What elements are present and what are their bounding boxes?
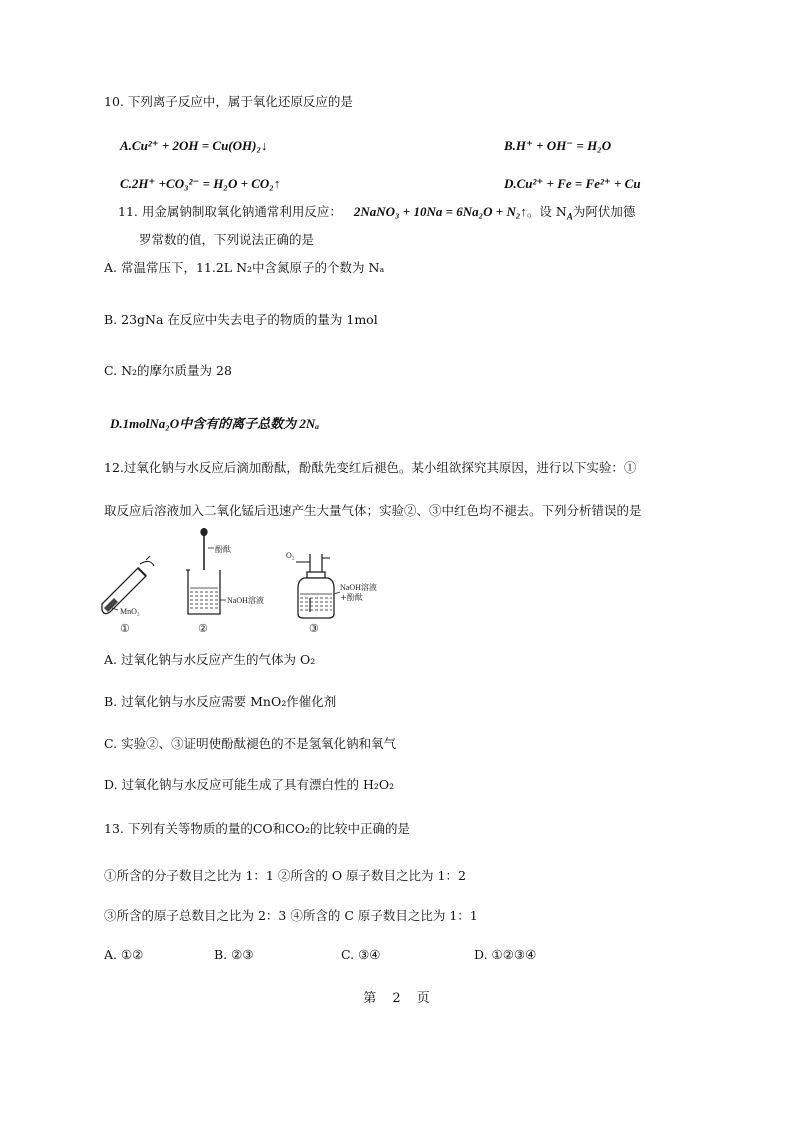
label-naoh-phenol-a: NaOH溶液: [340, 583, 377, 592]
q13-option-a: A. ①②: [104, 947, 144, 962]
q11-option-a: A. 常温常压下，11.2L N₂中含氮原子的个数为 Nₐ: [104, 260, 385, 275]
q12-option-b: B. 过氧化钠与水反应需要 MnO₂作催化剂: [104, 694, 337, 709]
q11-option-d: D.1molNa₂O中含有的离子总数为 2Nₐ: [110, 416, 320, 431]
gas-bottle-apparatus: [296, 554, 334, 618]
label-naoh-solution: NaOH溶液: [227, 596, 264, 605]
q11-option-c: C. N₂的摩尔质量为 28: [104, 363, 232, 378]
q11-equation: 2NaNO₃ + 10Na = 6Na₂O + N₂↑: [353, 204, 527, 219]
label-num3: ③: [309, 622, 319, 635]
q13-option-d: D. ①②③④: [474, 947, 537, 962]
q12-stem-line2: 取反应后溶液加入二氧化锰后迅速产生大量气体；实验②、③中红色均不褪去。下列分析错误的是: [104, 503, 642, 518]
label-num2: ②: [198, 622, 208, 635]
q13-statement-line2: ③所含的原子总数目之比为 2：3 ④所含的 C 原子数目之比为 1：1: [104, 908, 478, 923]
q10-stem: 10. 下列离子反应中，属于氧化还原反应的是: [104, 94, 353, 109]
q12-option-a: A. 过氧化钠与水反应产生的气体为 O₂: [104, 652, 316, 667]
beaker-apparatus: [186, 529, 220, 615]
page-number: 2: [392, 991, 401, 1006]
q10-option-a: A.Cu²⁺ + 2OH = Cu(OH)₂↓: [120, 138, 268, 153]
q11-stem-line1: [118, 203, 635, 226]
experiment-figure: [100, 528, 377, 635]
q13-option-c: C. ③④: [341, 947, 381, 962]
footer-di: 第: [363, 991, 377, 1006]
q11-stem-b-sub: A: [566, 211, 573, 222]
q13-stem: 13. 下列有关等物质的量的CO和CO₂的比较中正确的是: [104, 821, 410, 836]
footer-ye: 页: [416, 991, 430, 1006]
q11-stem-c: 为阿伏加德: [572, 204, 636, 219]
label-mno2: MnO₂: [120, 607, 140, 616]
q12-stem-line1: 12.过氧化钠与水反应后滴加酚酞，酚酞先变红后褪色。某小组欲探究其原因，进行以下实验：①: [104, 460, 637, 475]
label-num1: ①: [120, 622, 130, 635]
q11-stem-a: 11. 用金属钠制取氧化钠通常利用反应：: [118, 204, 342, 219]
experiment-apparatus-svg: [100, 528, 377, 635]
q10-option-b: B.H⁺ + OH⁻ = H₂O: [504, 138, 612, 153]
q12-option-c: C. 实验②、③证明使酚酞褪色的不是氢氧化钠和氧气: [104, 736, 397, 751]
label-naoh-phenol-b: +酚酞: [340, 593, 363, 602]
q11-option-b: B. 23gNa 在反应中失去电子的物质的量为 1mol: [104, 312, 378, 327]
page-footer: [0, 987, 793, 1006]
q11-stem-b: 。设 N: [526, 204, 567, 219]
test-tube-apparatus: [102, 556, 154, 614]
q13-option-b: B. ②③: [214, 947, 254, 962]
q10-option-d: D.Cu²⁺ + Fe = Fe²⁺ + Cu: [504, 176, 641, 191]
q12-option-d: D. 过氧化钠与水反应可能生成了具有漂白性的 H₂O₂: [104, 777, 395, 792]
q13-statement-line1: ①所含的分子数目之比为 1：1 ②所含的 O 原子数目之比为 1：2: [104, 868, 466, 883]
label-phenolphthalein: 酚酞: [215, 545, 231, 554]
q10-option-c: C.2H⁺ +CO₃²⁻ = H₂O + CO₂↑: [120, 176, 281, 191]
label-o2: O₂: [286, 551, 295, 560]
q11-stem-line2: 罗常数的值，下列说法正确的是: [139, 232, 315, 247]
